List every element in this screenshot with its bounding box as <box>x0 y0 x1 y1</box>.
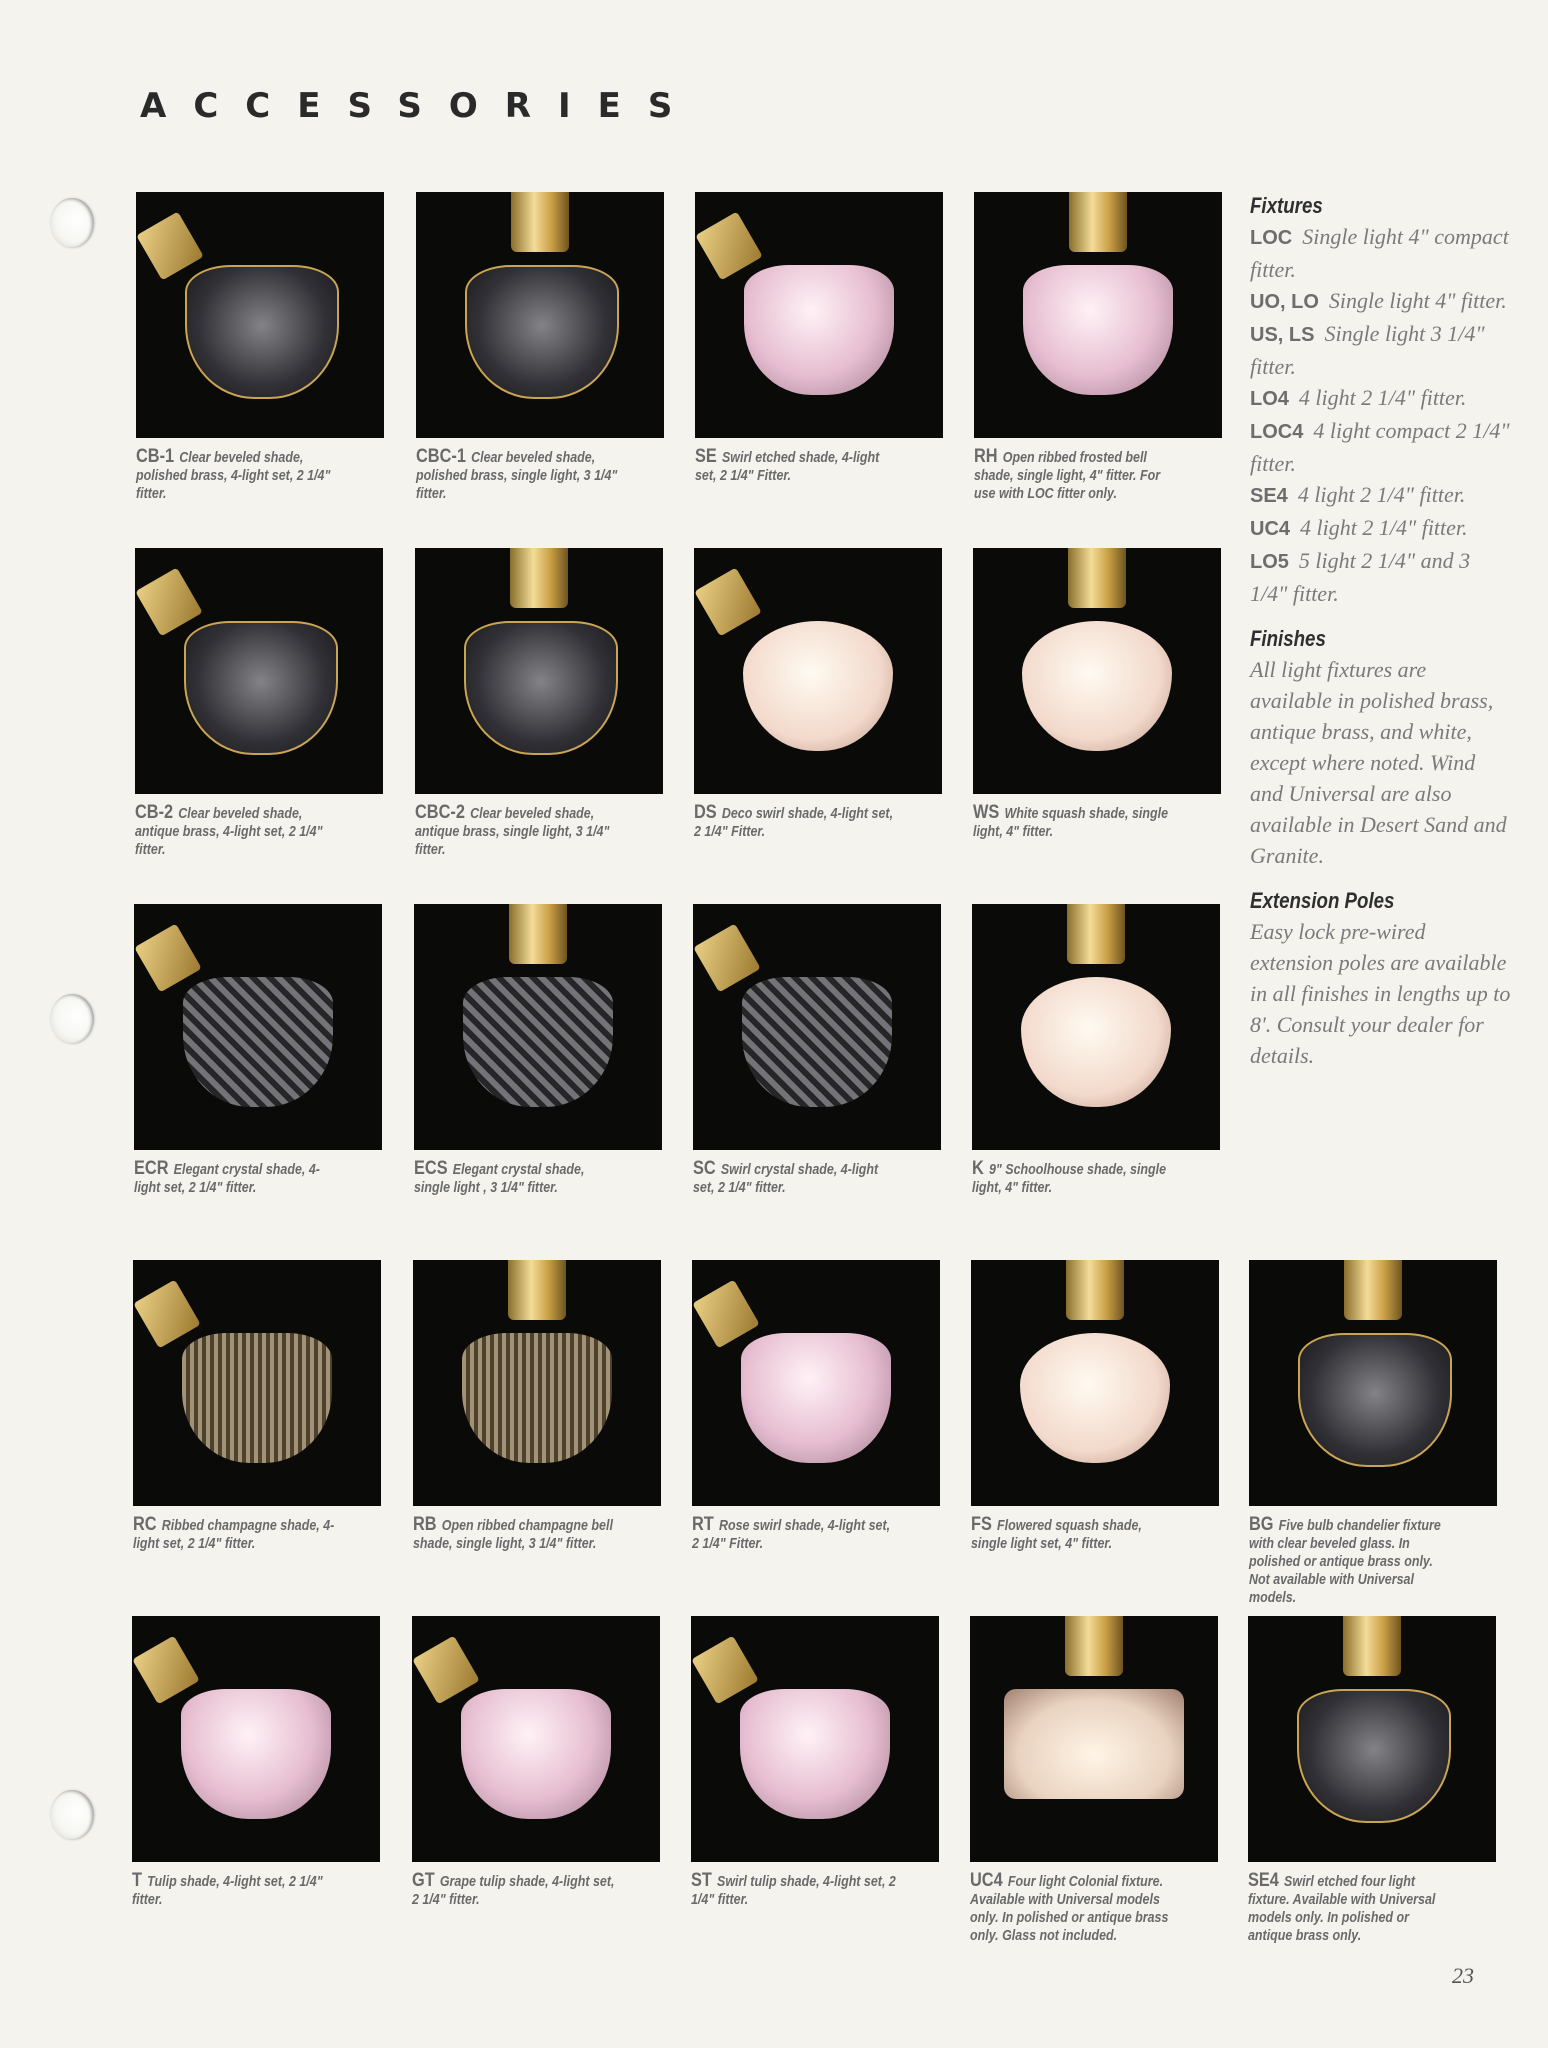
product-code: RT <box>692 1514 714 1535</box>
product-photo <box>413 1260 661 1506</box>
product-card <box>416 192 666 503</box>
shade-image <box>185 265 339 399</box>
finishes-heading: Finishes <box>1250 626 1326 651</box>
shade-image <box>1297 1689 1451 1823</box>
product-caption <box>416 448 622 503</box>
product-description: Swirl etched shade, 4-light set, 2 1/4" Fitter. <box>695 450 880 484</box>
product-card <box>691 1616 941 1909</box>
product-photo <box>1249 1260 1497 1506</box>
product-card <box>135 548 385 859</box>
product-code: CB-1 <box>136 446 175 467</box>
product-card <box>974 192 1224 503</box>
product-card <box>692 1260 942 1553</box>
shade-image <box>743 621 893 751</box>
product-photo <box>695 192 943 438</box>
product-description: Four light Colonial fixture. Available with Universal models only. In polished or antique brass only. Glass not included. <box>970 1874 1169 1944</box>
fixture-code: SE4 <box>1250 485 1288 507</box>
product-code: CBC-1 <box>416 446 466 467</box>
product-code: RH <box>974 446 998 467</box>
product-code: WS <box>973 802 1000 823</box>
fitter-image <box>132 1635 200 1704</box>
fixture-code: UO, LO <box>1250 291 1319 313</box>
product-photo <box>134 904 382 1150</box>
product-caption <box>971 1516 1177 1553</box>
fixture-text: 5 light 2 1/4" and 3 1/4" fitter. <box>1250 548 1471 606</box>
product-card <box>694 548 944 841</box>
product-code: CBC-2 <box>415 802 465 823</box>
fitter-image <box>693 923 761 992</box>
fixture-entry <box>1250 479 1512 512</box>
fixtures-heading: Fixtures <box>1250 193 1323 218</box>
product-photo <box>692 1260 940 1506</box>
product-photo <box>133 1260 381 1506</box>
product-code: FS <box>971 1514 992 1535</box>
fixture-text: 4 light 2 1/4" fitter. <box>1300 515 1468 540</box>
product-code: K <box>972 1158 984 1179</box>
fixture-entry <box>1250 285 1512 318</box>
fixtures-list <box>1250 221 1512 609</box>
product-code: UC4 <box>970 1870 1003 1891</box>
shade-image <box>742 977 892 1107</box>
shade-image <box>464 621 618 755</box>
shade-image <box>1020 1333 1170 1463</box>
fitter-image <box>412 1635 480 1704</box>
extension-poles-text: Easy lock pre-wired extension poles are available in all finishes in lengths up to 8'. Consult your dealer for details. <box>1250 919 1511 1068</box>
product-photo <box>693 904 941 1150</box>
product-description: Five bulb chandelier fixture with clear beveled glass. In polished or antique brass only. Not available with Universal models. <box>1249 1518 1441 1606</box>
product-card <box>1249 1260 1499 1607</box>
product-code: ECS <box>414 1158 448 1179</box>
product-caption <box>973 804 1179 841</box>
product-code: GT <box>412 1870 435 1891</box>
product-description: Clear beveled shade, antique brass, single light, 3 1/4" fitter. <box>415 806 610 858</box>
product-code: ECR <box>134 1158 169 1179</box>
product-photo <box>694 548 942 794</box>
fixture-text: 4 light 2 1/4" fitter. <box>1297 482 1466 507</box>
product-photo <box>691 1616 939 1862</box>
extension-poles-section <box>1250 885 1512 1071</box>
shade-image <box>181 1689 331 1819</box>
product-code: RB <box>413 1514 437 1535</box>
shade-image <box>183 977 333 1107</box>
product-description: Rose swirl shade, 4-light set, 2 1/4" Fitter. <box>692 1518 891 1552</box>
product-photo <box>416 192 664 438</box>
product-description: Clear beveled shade, polished brass, 4-light set, 2 1/4" fitter. <box>136 450 331 502</box>
fitter-image <box>135 567 203 636</box>
fitter-image <box>509 904 567 964</box>
fitter-image <box>1068 548 1126 608</box>
product-description: Clear beveled shade, polished brass, single light, 3 1/4" fitter. <box>416 450 618 502</box>
product-card <box>973 548 1223 841</box>
fitter-image <box>134 923 202 992</box>
product-caption <box>970 1872 1176 1945</box>
product-caption <box>414 1160 620 1197</box>
fixture-entry <box>1250 545 1512 609</box>
fitter-image <box>691 1635 759 1704</box>
product-caption <box>693 1160 899 1197</box>
product-code: SE <box>695 446 717 467</box>
shade-image <box>1022 621 1172 751</box>
fitter-image <box>1343 1616 1401 1676</box>
product-code: SC <box>693 1158 716 1179</box>
fitter-image <box>1069 192 1127 252</box>
fixture-entry <box>1250 221 1512 285</box>
fixtures-section <box>1250 190 1512 609</box>
fixture-code: LO5 <box>1250 551 1289 573</box>
product-description: Open ribbed frosted bell shade, single light, 4" fitter. For use with LOC fitter only. <box>974 450 1161 502</box>
product-photo <box>132 1616 380 1862</box>
product-card <box>1248 1616 1498 1945</box>
product-description: Open ribbed champagne bell shade, single light, 3 1/4" fitter. <box>413 1518 613 1552</box>
fitter-image <box>1344 1260 1402 1320</box>
product-description: Tulip shade, 4-light set, 2 1/4" fitter. <box>132 1874 323 1908</box>
fitter-image <box>694 567 762 636</box>
product-card <box>693 904 943 1197</box>
product-description: White squash shade, single light, 4" fitter. <box>973 806 1169 840</box>
shade-image <box>465 265 619 399</box>
product-photo <box>974 192 1222 438</box>
fixture-code: UC4 <box>1250 518 1291 540</box>
product-caption <box>415 804 621 859</box>
product-photo <box>414 904 662 1150</box>
product-card <box>415 548 665 859</box>
product-card <box>412 1616 662 1909</box>
fitter-image <box>136 211 204 280</box>
fixture-entry <box>1250 415 1512 479</box>
fixture-text: 4 light compact 2 1/4" fitter. <box>1250 418 1510 476</box>
product-code: CB-2 <box>135 802 174 823</box>
product-card <box>133 1260 383 1553</box>
product-caption <box>136 448 342 503</box>
product-description: Swirl etched four light fixture. Available with Universal models only. In polished or antique brass only. <box>1248 1874 1436 1944</box>
finishes-section <box>1250 623 1512 871</box>
fitter-image <box>1066 1260 1124 1320</box>
product-photo <box>972 904 1220 1150</box>
binder-hole <box>50 198 94 248</box>
product-card <box>414 904 664 1197</box>
product-code: BG <box>1249 1514 1274 1535</box>
shade-image <box>1004 1689 1184 1799</box>
product-photo <box>136 192 384 438</box>
product-caption <box>974 448 1180 503</box>
extension-poles-heading: Extension Poles <box>1250 888 1395 913</box>
product-caption <box>692 1516 898 1553</box>
product-caption <box>412 1872 618 1909</box>
fixture-entry <box>1250 382 1512 415</box>
fixture-text: Single light 3 1/4" fitter. <box>1250 321 1485 379</box>
fixture-entry <box>1250 512 1512 545</box>
product-photo <box>970 1616 1218 1862</box>
product-description: Swirl tulip shade, 4-light set, 2 1/4" fitter. <box>691 1874 896 1908</box>
product-caption <box>972 1160 1178 1197</box>
product-card <box>970 1616 1220 1945</box>
shade-image <box>1023 265 1173 395</box>
product-caption <box>695 448 901 485</box>
product-photo <box>412 1616 660 1862</box>
product-description: Swirl crystal shade, 4-light set, 2 1/4" fitter. <box>693 1162 879 1196</box>
fixture-text: Single light 4" fitter. <box>1328 288 1507 313</box>
product-code: T <box>132 1870 142 1891</box>
product-caption <box>1248 1872 1454 1945</box>
fixture-code: US, LS <box>1250 324 1315 346</box>
fixture-text: Single light 4" compact fitter. <box>1250 224 1509 282</box>
binder-hole <box>50 1790 94 1840</box>
product-card <box>132 1616 382 1909</box>
shade-image <box>1298 1333 1452 1467</box>
product-description: Grape tulip shade, 4-light set, 2 1/4" fitter. <box>412 1874 615 1908</box>
page-number: 23 <box>1452 1963 1474 1988</box>
fitter-image <box>692 1279 760 1348</box>
fixture-code: LOC <box>1250 227 1293 249</box>
shade-image <box>184 621 338 755</box>
product-caption <box>134 1160 340 1197</box>
fixture-entry <box>1250 318 1512 382</box>
product-description: Elegant crystal shade, single light , 3 1/4" fitter. <box>414 1162 585 1196</box>
product-caption <box>694 804 900 841</box>
product-card <box>972 904 1222 1197</box>
product-caption <box>691 1872 897 1909</box>
product-photo <box>971 1260 1219 1506</box>
binder-hole <box>50 994 94 1044</box>
product-description: Elegant crystal shade, 4-light set, 2 1/4" fitter. <box>134 1162 320 1196</box>
product-caption <box>132 1872 338 1909</box>
shade-image <box>741 1333 891 1463</box>
product-caption <box>135 804 341 859</box>
product-code: SE4 <box>1248 1870 1279 1891</box>
product-card <box>134 904 384 1197</box>
fitter-image <box>508 1260 566 1320</box>
product-caption <box>413 1516 619 1553</box>
fitter-image <box>1067 904 1125 964</box>
shade-image <box>463 977 613 1107</box>
product-code: DS <box>694 802 717 823</box>
page-title: ACCESSORIES <box>140 86 700 126</box>
product-card <box>695 192 945 485</box>
product-code: RC <box>133 1514 157 1535</box>
product-description: Ribbed champagne shade, 4-light set, 2 1/4" fitter. <box>133 1518 335 1552</box>
product-photo <box>973 548 1221 794</box>
finishes-text: All light fixtures are available in polished brass, antique brass, and white, except where noted. Wind and Universal are also available in Desert Sand and Granite. <box>1250 657 1507 868</box>
shade-image <box>1021 977 1171 1107</box>
product-card <box>136 192 386 503</box>
product-photo <box>415 548 663 794</box>
fixture-code: LO4 <box>1250 388 1289 410</box>
product-description: Deco swirl shade, 4-light set, 2 1/4" Fitter. <box>694 806 894 840</box>
product-caption <box>133 1516 339 1553</box>
product-card <box>971 1260 1221 1553</box>
product-description: 9" Schoolhouse shade, single light, 4" fitter. <box>972 1162 1167 1196</box>
fitter-image <box>695 211 763 280</box>
fitter-image <box>1065 1616 1123 1676</box>
product-card <box>413 1260 663 1553</box>
product-code: ST <box>691 1870 712 1891</box>
fitter-image <box>510 548 568 608</box>
shade-image <box>740 1689 890 1819</box>
product-description: Flowered squash shade, single light set, 4" fitter. <box>971 1518 1142 1552</box>
product-caption <box>1249 1516 1455 1607</box>
product-description: Clear beveled shade, antique brass, 4-light set, 2 1/4" fitter. <box>135 806 323 858</box>
shade-image <box>461 1689 611 1819</box>
shade-image <box>182 1333 332 1463</box>
sidebar-info <box>1250 190 1512 1085</box>
product-photo <box>135 548 383 794</box>
product-photo <box>1248 1616 1496 1862</box>
shade-image <box>744 265 894 395</box>
fitter-image <box>133 1279 201 1348</box>
fixture-text: 4 light 2 1/4" fitter. <box>1298 385 1467 410</box>
shade-image <box>462 1333 612 1463</box>
fitter-image <box>511 192 569 252</box>
fixture-code: LOC4 <box>1250 421 1304 443</box>
